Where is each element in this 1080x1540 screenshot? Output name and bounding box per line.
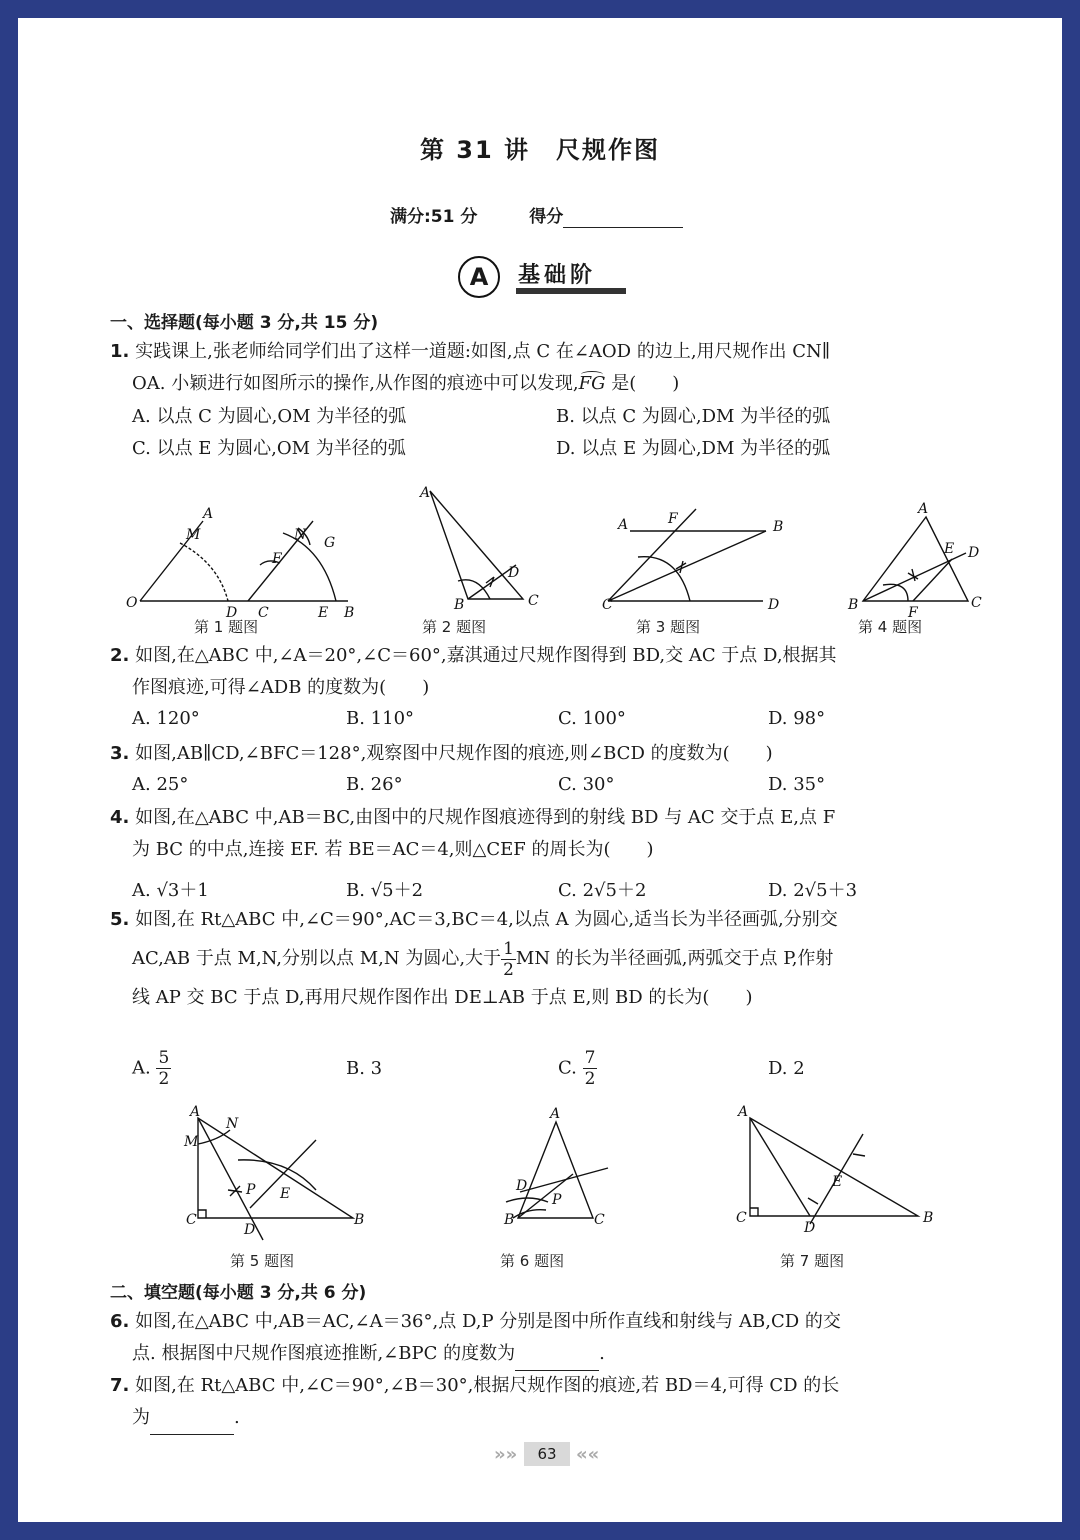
question-number: 3. <box>110 743 130 764</box>
question-number: 4. <box>110 807 130 828</box>
level-badge <box>458 256 638 300</box>
caption-fig-1: 第 1 题图 <box>194 618 259 636</box>
fig3-label-b: B <box>773 519 784 535</box>
q5-option-c[interactable] <box>558 1048 597 1089</box>
caption-fig-7: 第 7 题图 <box>780 1252 845 1270</box>
fig7-label-d: D <box>804 1220 816 1236</box>
caption-fig-5: 第 5 题图 <box>230 1252 295 1270</box>
q1-option-d[interactable]: D. 以点 E 为圆心,DM 为半径的弧 <box>556 438 831 459</box>
q1-option-a[interactable]: A. 以点 C 为圆心,OM 为半径的弧 <box>132 406 407 427</box>
section-choice-title: 一、选择题(每小题 3 分,共 15 分) <box>110 313 379 333</box>
question-text: 点. 根据图中尺规作图痕迹推断,∠BPC 的度数为 <box>132 1343 516 1364</box>
question-text: 如图,在 Rt△ABC 中,∠C＝90°,∠B＝30°,根据尺规作图的痕迹,若 BD＝4,可得 CD 的长 <box>135 1375 840 1396</box>
fig6-label-b: B <box>504 1212 515 1228</box>
option-label: C. <box>558 1057 577 1079</box>
fig1-label-f: F <box>272 551 282 567</box>
question-6: 6. 如图,在△ABC 中,AB＝AC,∠A＝36°,点 D,P 分别是图中所作直线和射线与 AB,CD 的交 点. 根据图中尺规作图痕迹推断,∠BPC 的度数为 . <box>110 1306 990 1371</box>
option-label: A. <box>132 1057 151 1079</box>
q6-answer-blank[interactable] <box>515 1338 599 1371</box>
fig7-label-b: B <box>923 1210 934 1226</box>
fig5-label-a: A <box>190 1104 201 1120</box>
question-text: 实践课上,张老师给同学们出了这样一道题:如图,点 C 在∠AOD 的边上,用尺规作出 CN∥ <box>135 341 831 362</box>
fig5-label-m: M <box>184 1134 199 1150</box>
figure-7 <box>736 1104 933 1236</box>
question-text: 为 <box>132 1407 150 1428</box>
fig6-label-p: P <box>552 1192 562 1208</box>
q1-option-b[interactable]: B. 以点 C 为圆心,DM 为半径的弧 <box>556 406 831 427</box>
fig1-label-b: B <box>344 605 355 621</box>
fig3-label-f: F <box>668 511 678 527</box>
score-blank[interactable] <box>563 207 683 228</box>
fig5-label-d: D <box>244 1222 256 1238</box>
fraction-denominator: 2 <box>158 1069 170 1089</box>
q5-option-b[interactable]: B. 3 <box>346 1058 383 1079</box>
fig3-label-c: C <box>602 597 613 613</box>
question-number: 2. <box>110 645 130 666</box>
question-2 <box>110 640 990 704</box>
fig4-label-a: A <box>918 501 929 517</box>
question-text: 如图,AB∥CD,∠BFC＝128°,观察图中尺规作图的痕迹,则∠BCD 的度数为( ) <box>135 743 773 764</box>
fig2-label-d: D <box>508 565 520 581</box>
question-number: 6. <box>110 1311 130 1332</box>
q1-option-c[interactable]: C. 以点 E 为圆心,OM 为半径的弧 <box>132 438 406 459</box>
question-text: 作图痕迹,可得∠ADB 的度数为( ) <box>132 677 430 698</box>
caption-fig-2: 第 2 题图 <box>422 618 487 636</box>
question-text: 如图,在△ABC 中,AB＝BC,由图中的尺规作图痕迹得到的射线 BD 与 AC 交于点 E,点 F <box>135 807 836 828</box>
q5-option-a[interactable] <box>132 1048 171 1089</box>
fig1-label-e: E <box>318 605 329 621</box>
option-fraction <box>583 1048 598 1089</box>
caption-fig-4: 第 4 题图 <box>858 618 923 636</box>
q5-option-d[interactable]: D. 2 <box>768 1058 805 1079</box>
fig1-label-m: M <box>186 527 201 543</box>
question-7: 7. 如图,在 Rt△ABC 中,∠C＝90°,∠B＝30°,根据尺规作图的痕迹,若 BD＝4,可得 CD 的长 为 . <box>110 1370 990 1435</box>
fig1-label-c: C <box>258 605 269 621</box>
fig1-label-d: D <box>226 605 238 621</box>
caption-fig-6: 第 6 题图 <box>500 1252 565 1270</box>
figure-4 <box>847 501 982 621</box>
fig7-label-c: C <box>736 1210 747 1226</box>
score-line <box>390 202 683 228</box>
question-text: 如图,在 Rt△ABC 中,∠C＝90°,AC＝3,BC＝4,以点 A 为圆心,适当长为半径画弧,分别交 <box>135 909 838 930</box>
fig4-label-c: C <box>971 595 982 611</box>
fig4-label-d: D <box>968 545 980 561</box>
page-footer <box>488 1442 608 1468</box>
page-title: 第 31 讲 尺规作图 <box>419 136 661 164</box>
fraction-denominator: 2 <box>503 959 514 980</box>
q3-option-a[interactable]: A. 25° <box>132 774 189 795</box>
arc-mark-icon <box>581 371 603 378</box>
fig3-label-a: A <box>618 517 629 533</box>
fraction-denominator: 2 <box>584 1069 596 1089</box>
fig5-label-b: B <box>354 1212 365 1228</box>
badge-text: 基础阶 <box>518 263 597 288</box>
question-text: 线 AP 交 BC 于点 D,再用尺规作图作出 DE⊥AB 于点 E,则 BD 的长为( ) <box>132 987 753 1008</box>
question-text: 如图,在△ABC 中,∠A＝20°,∠C＝60°,嘉淇通过尺规作图得到 BD,交 AC 于点 D,根据其 <box>135 645 837 666</box>
q3-option-b[interactable]: B. 26° <box>346 774 403 795</box>
question-number: 1. <box>110 341 130 362</box>
question-text: MN 的长为半径画弧,两弧交于点 P,作射 <box>515 948 834 969</box>
worksheet-page <box>18 18 1062 1522</box>
fig1-label-o: O <box>126 595 138 611</box>
figure-row-1 <box>118 473 1018 623</box>
right-chevrons-icon: «« <box>576 1444 600 1465</box>
figure-2 <box>418 485 539 613</box>
fig4-label-f: F <box>908 605 918 621</box>
badge-underline <box>516 288 626 294</box>
figure-5 <box>183 1104 364 1240</box>
full-score: 满分:51 分 <box>390 207 478 227</box>
fraction-numerator: 5 <box>158 1048 170 1068</box>
fig4-label-e: E <box>944 541 955 557</box>
fig5-label-p: P <box>246 1182 256 1198</box>
fig1-label-g: G <box>324 535 336 551</box>
badge-letter-icon: A <box>458 256 500 298</box>
q2-option-d[interactable]: D. 98° <box>768 708 826 729</box>
question-3 <box>110 738 990 770</box>
fig2-label-b: B <box>454 597 465 613</box>
q2-option-a[interactable]: A. 120° <box>132 708 200 729</box>
fig2-label-c: C <box>528 593 539 609</box>
fig6-label-a: A <box>550 1106 561 1122</box>
figure-1 <box>126 506 354 621</box>
q2-option-b[interactable]: B. 110° <box>346 708 415 729</box>
question-number: 5. <box>110 909 130 930</box>
question-text: 是( ) <box>605 373 680 394</box>
left-chevrons-icon: »» <box>494 1444 518 1465</box>
question-text: OA. 小颖进行如图所示的操作,从作图的痕迹中可以发现, <box>132 373 579 394</box>
fig3-label-d: D <box>768 597 780 613</box>
fig7-label-a: A <box>738 1104 749 1120</box>
fig6-label-c: C <box>594 1212 605 1228</box>
question-text: 如图,在△ABC 中,AB＝AC,∠A＝36°,点 D,P 分别是图中所作直线和射线与 AB,CD 的交 <box>135 1311 841 1332</box>
question-text: 为 BC 的中点,连接 EF. 若 BE＝AC＝4,则△CEF 的周长为( ) <box>132 839 654 860</box>
page-number: 63 <box>524 1442 570 1466</box>
fig5-label-n: N <box>226 1116 239 1132</box>
fig1-label-a: A <box>203 506 214 522</box>
question-4 <box>110 802 990 866</box>
arc-label: FG <box>578 373 606 394</box>
fraction-half <box>501 939 516 980</box>
q4-option-c[interactable]: C. 2√5＋2 <box>558 880 647 901</box>
question-5 <box>110 904 990 1014</box>
question-text: AC,AB 于点 M,N,分别以点 M,N 为圆心,大于 <box>132 948 502 969</box>
fig5-label-c: C <box>186 1212 197 1228</box>
figure-3 <box>602 509 783 613</box>
fraction-numerator: 1 <box>503 938 514 959</box>
caption-fig-3: 第 3 题图 <box>636 618 701 636</box>
fig5-label-e: E <box>280 1186 291 1202</box>
question-1 <box>110 336 990 400</box>
figure-6 <box>503 1106 608 1228</box>
question-number: 7. <box>110 1375 130 1396</box>
fig4-label-b: B <box>848 597 859 613</box>
q4-option-d[interactable]: D. 2√5＋3 <box>768 880 858 901</box>
fig6-label-d: D <box>516 1178 528 1194</box>
score-label: 得分 <box>529 207 564 227</box>
q4-option-a[interactable]: A. √3＋1 <box>132 880 209 901</box>
q7-answer-blank[interactable] <box>150 1402 234 1435</box>
q4-option-b[interactable]: B. √5＋2 <box>346 880 424 901</box>
option-fraction <box>156 1048 171 1089</box>
fraction-numerator: 7 <box>584 1048 596 1068</box>
fig7-label-e: E <box>832 1174 843 1190</box>
q3-option-c[interactable]: C. 30° <box>558 774 615 795</box>
q3-option-d[interactable]: D. 35° <box>768 774 826 795</box>
figure-row-2 <box>168 1098 948 1248</box>
section-fill-title: 二、填空题(每小题 3 分,共 6 分) <box>110 1283 367 1303</box>
fig1-label-n: N <box>294 527 307 543</box>
q2-option-c[interactable]: C. 100° <box>558 708 626 729</box>
fig2-label-a: A <box>420 485 431 501</box>
